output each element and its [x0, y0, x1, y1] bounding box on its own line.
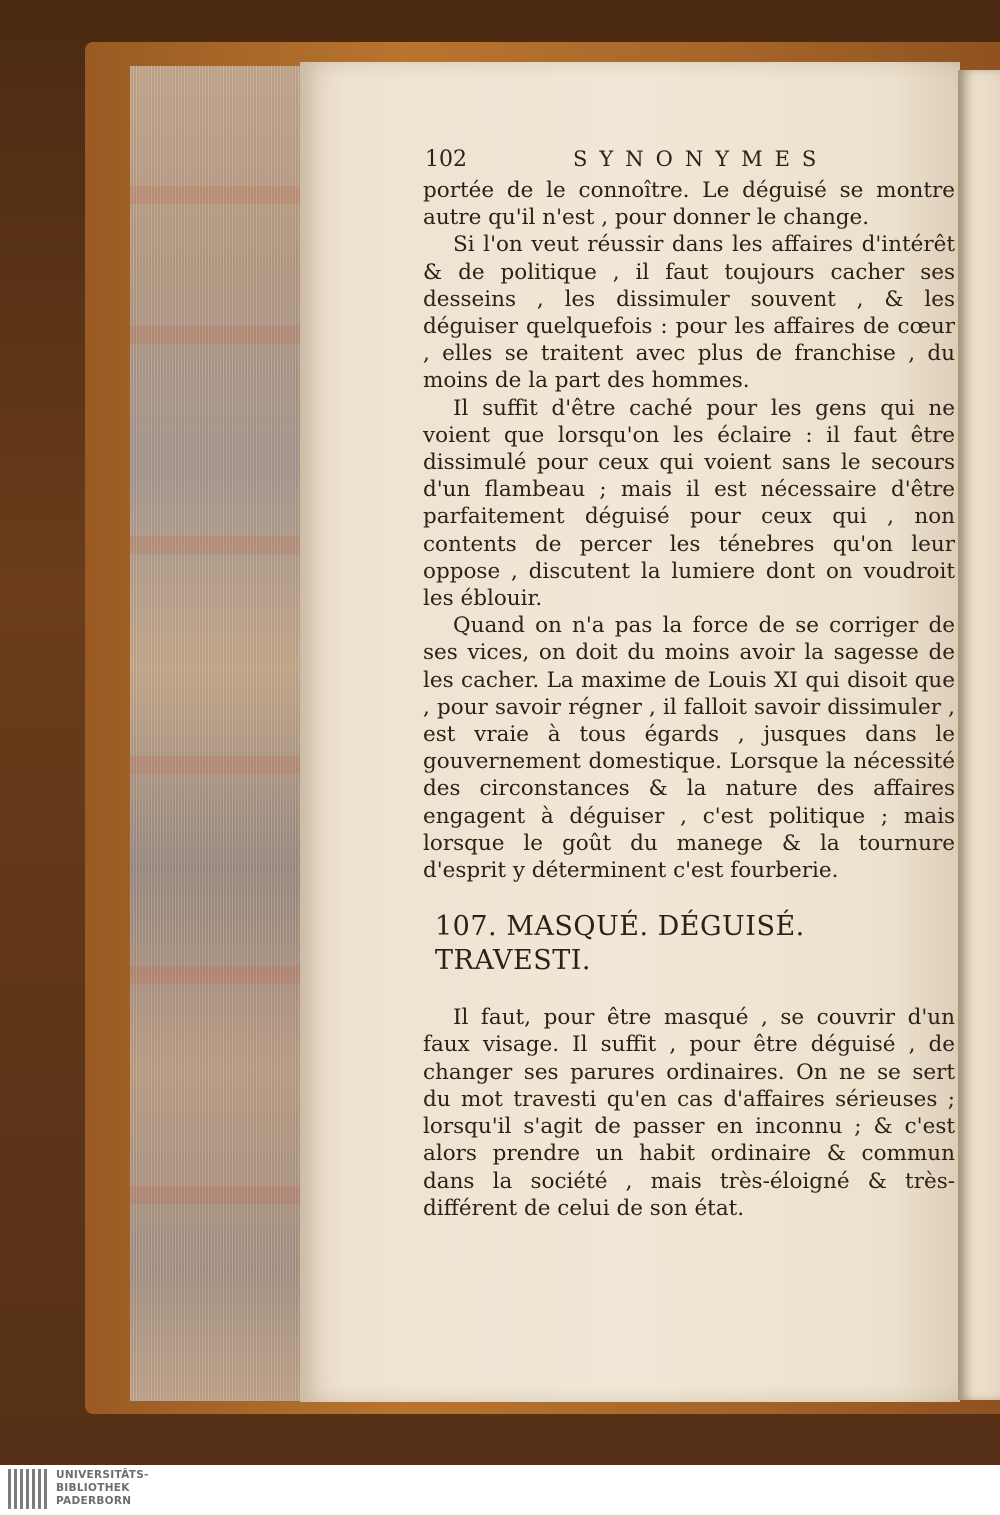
page-fore-edge: [130, 66, 302, 1401]
paragraph: portée de le connoître. Le déguisé se montre autre qu'il n'est , pour donner le change.: [423, 178, 955, 231]
paragraph: Il suffit d'être caché pour les gens qui ne voient que lorsqu'on les éclaire : il faut être dissimulé pour ceux qui voient sans le secours d'un flambeau ; mais il est nécessaire d'être parfaitement déguisé pour ceux qui , non contents de percer les ténebres qu'on leur oppose , discutent la lumiere dont on voudroit les éblouir.: [423, 395, 955, 612]
paragraph: Si l'on veut réussir dans les affaires d'intérêt & de politique , il faut toujours cacher ses desseins , les dissimuler souvent , & les déguiser quelquefois : pour les affaires de cœur , elles se traitent avec plus de franchise , du moins de la part des hommes.: [423, 232, 955, 394]
library-footer: [0, 1465, 1000, 1515]
page-text: [423, 145, 955, 1222]
page-number: 102: [425, 147, 467, 172]
library-name-line: PADERBORN: [56, 1495, 132, 1507]
library-name: [56, 1469, 149, 1508]
paragraph: Quand on n'a pas la force de se corriger de ses vices, on doit du moins avoir la sagesse de les cacher. La maxime de Louis XI qui disoit que , pour savoir régner , il falloit savoir dissimuler , est vraie à tous égards , jusques dans le gouvernement domestique. Lorsque la nécessité des circonstances & la nature des affaires engagent à déguiser , c'est politique ; mais lorsque le goût du manege & la tournure d'esprit y déterminent c'est fourberie.: [423, 613, 955, 884]
section-heading: 107. MASQUÉ. DÉGUISÉ. TRAVESTI.: [435, 911, 805, 977]
paragraph: Il faut, pour être masqué , se couvrir d'un faux visage. Il suffit , pour être déguisé , de changer ses parures ordinaires. On ne se sert du mot travesti qu'en cas d'affaires sérieuses ; lorsqu'il s'agit de passer en inconnu ; & c'est alors prendre un habit ordinaire & commun dans la société , mais très-éloigné & très-différent de celui de son état.: [423, 1005, 955, 1221]
facing-page-edge: [958, 70, 1000, 1400]
library-name-line: BIBLIOTHEK: [56, 1482, 130, 1494]
page-header: [423, 145, 955, 177]
library-logo-icon: [8, 1469, 50, 1509]
running-title: SYNONYMES: [573, 147, 829, 171]
library-name-line: UNIVERSITÄTS-: [56, 1469, 149, 1481]
